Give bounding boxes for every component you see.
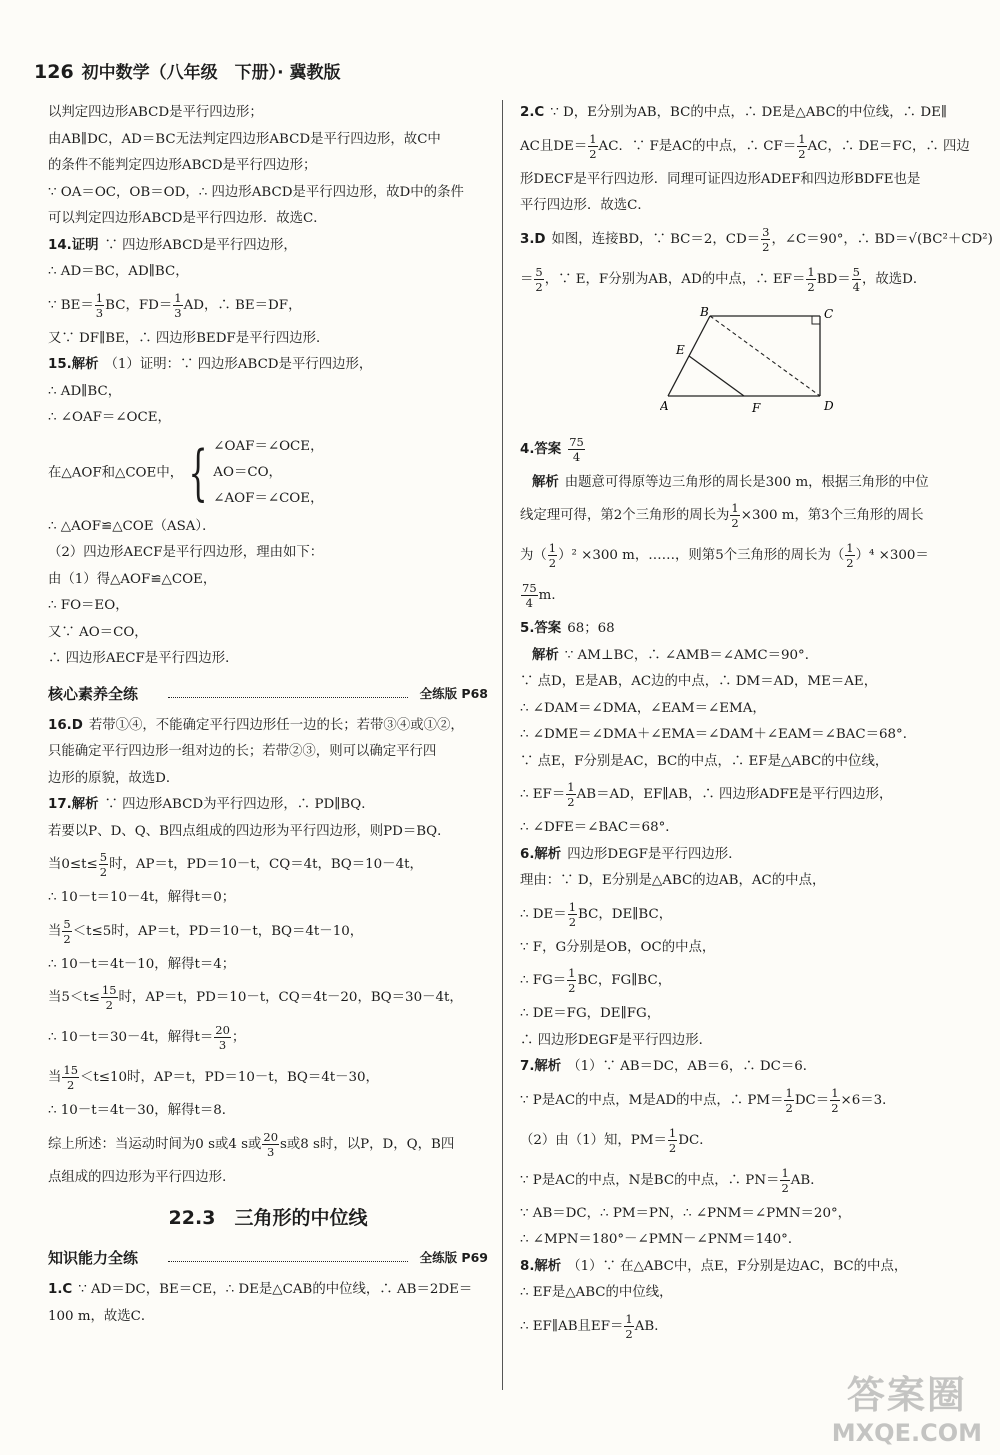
question-6 bbox=[520, 842, 960, 869]
numerator: 1 bbox=[846, 541, 854, 555]
text: 如图，连接BD，∵ BC＝2，CD＝ bbox=[551, 231, 761, 247]
system-row: ∠AOF＝∠COE， bbox=[213, 490, 324, 506]
denominator: 2 bbox=[625, 1326, 633, 1341]
text: m． bbox=[538, 588, 565, 603]
denominator: 2 bbox=[67, 1078, 75, 1092]
left-column bbox=[48, 100, 488, 1330]
numerator: 1 bbox=[798, 131, 806, 146]
question-label: 15.解析 bbox=[48, 357, 99, 372]
label-D: D bbox=[824, 398, 834, 413]
text-line: ∴ ∠MPN＝180°－∠PMN－∠PNM＝140°． bbox=[520, 1232, 802, 1247]
section-title: 核心素养全练 bbox=[48, 685, 142, 703]
text: AC，∴ DE＝FC，∴ 四边 bbox=[807, 138, 970, 154]
text-line bbox=[520, 775, 960, 815]
text-line bbox=[48, 978, 488, 1018]
text-line: ∵ AB＝DC，∴ PM＝PN，∴ ∠PNM＝∠PMN＝20°， bbox=[520, 1205, 852, 1221]
question-label: 2.C bbox=[520, 105, 545, 120]
numerator: 1 bbox=[625, 1311, 633, 1326]
column-divider bbox=[502, 100, 503, 1390]
text: 时，AP＝t，PD＝10－t，CQ＝4t，BQ＝10－4t， bbox=[109, 857, 423, 872]
text: ×6＝3． bbox=[840, 1092, 896, 1108]
denominator: 3 bbox=[267, 1144, 275, 1159]
text-line bbox=[520, 1307, 960, 1347]
numerator: 1 bbox=[589, 131, 597, 146]
text-line: ∴ ∠DFE＝∠BAC＝68°． bbox=[520, 820, 679, 835]
numerator: 1 bbox=[731, 501, 739, 515]
numerator: 1 bbox=[785, 1085, 793, 1100]
line-EF bbox=[689, 356, 744, 396]
denominator: 2 bbox=[63, 931, 71, 946]
page-number: 126 bbox=[34, 61, 74, 83]
text-line: ∴ 10－t＝10－4t，解得t＝0； bbox=[48, 890, 236, 905]
text: ∴ EF＝ bbox=[520, 787, 566, 802]
text: ，∵ E，F分别为AB，AD的中点，∴ EF＝ bbox=[544, 271, 806, 287]
fraction bbox=[214, 1023, 231, 1052]
text: AC．∵ F是AC的中点，∴ CF＝ bbox=[598, 138, 797, 154]
numerator: 75 bbox=[522, 581, 537, 595]
text: ∵ BE＝ bbox=[48, 297, 94, 313]
text-line: ∴ △AOF≌△COE（ASA）． bbox=[48, 518, 216, 534]
question-label: 14.证明 bbox=[48, 237, 99, 253]
text: 为（ bbox=[520, 548, 547, 563]
book-title: 初中数学（八年级 下册）· 冀教版 bbox=[81, 63, 341, 83]
text: 当 bbox=[48, 923, 62, 939]
text: ＜t≤10时，AP＝t，PD＝10－t，BQ＝4t－30， bbox=[80, 1070, 379, 1085]
fraction bbox=[806, 265, 815, 294]
text: ∵ 四边形ABCD是平行四边形， bbox=[104, 237, 297, 253]
denominator: 2 bbox=[807, 279, 815, 294]
fraction bbox=[761, 225, 770, 254]
text: ∵ AM⊥BC，∴ ∠AMB＝∠AMC＝90°． bbox=[564, 647, 819, 663]
text-line: ∴ AD∥BC， bbox=[48, 383, 122, 399]
text-line: ∴ EF是△ABC的中位线， bbox=[520, 1285, 673, 1300]
fraction bbox=[845, 541, 854, 570]
question-label: 7.解析 bbox=[520, 1059, 562, 1074]
numerator: 3 bbox=[762, 224, 770, 239]
text-line: ∴ ∠DME＝∠DMA＋∠EMA＝∠DAM＋∠EAM＝∠BAC＝68°． bbox=[520, 727, 917, 742]
text-line: ∴ FO＝EO， bbox=[48, 598, 129, 613]
text: ∴ EF∥AB且EF＝ bbox=[520, 1318, 624, 1334]
text-line: （2）四边形AECF是平行四边形，理由如下： bbox=[48, 545, 324, 560]
text: ∵ 四边形ABCD为平行四边形，∴ PD∥BQ． bbox=[104, 797, 375, 812]
text-line bbox=[48, 286, 488, 326]
text-line: 平行四边形．故选C． bbox=[520, 198, 651, 213]
numerator: 5 bbox=[99, 850, 108, 864]
denominator: 2 bbox=[99, 865, 108, 879]
fraction bbox=[99, 850, 108, 879]
text: AC且DE＝ bbox=[520, 138, 588, 154]
fraction bbox=[548, 541, 557, 570]
text: BD＝ bbox=[816, 271, 851, 287]
text-line bbox=[48, 845, 488, 885]
text-line: 形DECF是平行四边形．同理可证四边形ADEF和四边形BDFE也是 bbox=[520, 171, 921, 187]
text: AB． bbox=[634, 1318, 668, 1334]
fraction bbox=[830, 1086, 839, 1115]
fraction bbox=[624, 1312, 633, 1341]
numerator: 1 bbox=[831, 1085, 839, 1100]
fraction bbox=[62, 917, 71, 946]
numerator: 75 bbox=[569, 434, 584, 449]
text-line bbox=[520, 536, 960, 576]
text: ∵ P是AC的中点，N是BC的中点，∴ PN＝ bbox=[520, 1172, 780, 1188]
numerator: 5 bbox=[535, 264, 543, 279]
text: ∵ P是AC的中点，M是AD的中点，∴ PM＝ bbox=[520, 1092, 784, 1108]
page-header bbox=[34, 58, 341, 83]
text-line: 理由：∵ D，E分别是△ABC的边AB，AC的中点， bbox=[520, 873, 826, 888]
denominator: 2 bbox=[781, 1180, 789, 1195]
text-line bbox=[48, 1018, 488, 1058]
denominator: 2 bbox=[548, 556, 557, 570]
text: 四边形DEGF是平行四边形． bbox=[567, 846, 742, 862]
answer: 68；68 bbox=[567, 621, 615, 636]
fraction bbox=[521, 581, 538, 610]
fraction bbox=[668, 1126, 677, 1155]
question-label: 5.答案 bbox=[520, 621, 562, 636]
text-line: ∴ 10－t＝4t－10，解得t＝4； bbox=[48, 956, 236, 972]
numerator: 1 bbox=[668, 1125, 677, 1140]
numerator: 15 bbox=[101, 983, 117, 997]
fraction bbox=[566, 780, 575, 809]
text-line: ∵ 点D，E是AB，AC边的中点，∴ DM＝AD，ME＝AE， bbox=[520, 674, 878, 689]
text-line: ∴ ∠DAM＝∠DMA，∠EAM＝∠EMA， bbox=[520, 700, 766, 716]
fraction bbox=[568, 900, 577, 929]
question-17 bbox=[48, 792, 488, 819]
fraction bbox=[588, 132, 597, 161]
text-line: 点组成的四边形为平行四边形． bbox=[48, 1169, 236, 1185]
denominator: 2 bbox=[762, 239, 770, 254]
text: 在△AOF和△COE中， bbox=[48, 465, 184, 480]
text-line: 又∵ DF∥BE，∴ 四边形BEDF是平行四边形． bbox=[48, 330, 330, 346]
text-line bbox=[520, 895, 960, 935]
text-line bbox=[48, 1058, 488, 1098]
denominator: 2 bbox=[731, 516, 739, 530]
numerator: 1 bbox=[568, 966, 576, 980]
text: 当0≤t≤ bbox=[48, 857, 98, 872]
text: ）² ×300 m，……，则第5个三角形的周长为（ bbox=[558, 548, 845, 563]
text-line bbox=[48, 1125, 488, 1165]
fraction bbox=[797, 132, 806, 161]
denominator: 2 bbox=[798, 146, 806, 161]
denominator: 3 bbox=[218, 1038, 227, 1052]
text-line bbox=[520, 496, 960, 536]
text-line: 由AB∥DC，AD＝BC无法判定四边形ABCD是平行四边形，故C中 bbox=[48, 131, 441, 147]
right-angle-mark bbox=[812, 316, 820, 324]
fraction bbox=[780, 1166, 789, 1195]
question-label: 6.解析 bbox=[520, 846, 562, 862]
denominator: 4 bbox=[525, 596, 533, 610]
solution-label: 解析 bbox=[532, 474, 559, 490]
denominator: 2 bbox=[567, 795, 575, 809]
numerator: 1 bbox=[174, 290, 182, 305]
question-4 bbox=[520, 430, 960, 470]
text-line: 边形的原貌，故选D． bbox=[48, 770, 180, 786]
text-line bbox=[520, 470, 960, 497]
text-line: 的条件不能判定四边形ABCD是平行四边形； bbox=[48, 158, 317, 173]
question-15 bbox=[48, 352, 488, 379]
dotted-leader bbox=[168, 697, 408, 698]
right-column bbox=[520, 100, 993, 1347]
fraction bbox=[534, 265, 543, 294]
text: 当 bbox=[48, 1070, 62, 1085]
denominator: 4 bbox=[852, 279, 860, 294]
text: ∴ DE＝ bbox=[520, 906, 567, 922]
label-A: A bbox=[660, 398, 669, 413]
question-2 bbox=[520, 100, 960, 127]
question-8 bbox=[520, 1254, 960, 1281]
text: BC，DE∥BC， bbox=[578, 906, 673, 922]
text: （1）∵ 在△ABC中，点E，F分别是边AC，BC的中点， bbox=[567, 1258, 908, 1274]
numerator: 1 bbox=[807, 264, 815, 279]
fraction bbox=[173, 291, 182, 320]
text-line: ∴ 10－t＝4t－30，解得t＝8． bbox=[48, 1103, 236, 1118]
text-line: 可以判定四边形ABCD是平行四边形．故选C． bbox=[48, 211, 327, 226]
fraction bbox=[62, 1063, 79, 1092]
question-14 bbox=[48, 233, 488, 260]
section-header bbox=[48, 679, 488, 709]
denominator: 3 bbox=[174, 305, 182, 320]
watermark bbox=[832, 1364, 982, 1447]
text: 时，AP＝t，PD＝10－t，CQ＝4t－20，BQ＝30－4t， bbox=[118, 990, 463, 1005]
fraction bbox=[101, 983, 118, 1012]
denominator: 2 bbox=[105, 998, 113, 1012]
question-label: 16.D bbox=[48, 717, 83, 733]
chapter-name: 三角形的中位线 bbox=[234, 1207, 368, 1229]
chapter-title bbox=[48, 1199, 488, 1237]
denominator: 2 bbox=[535, 279, 543, 294]
denominator: 2 bbox=[589, 146, 597, 161]
numerator: 1 bbox=[567, 780, 575, 794]
text-line bbox=[520, 1081, 960, 1121]
numerator: 1 bbox=[568, 899, 577, 914]
text-line bbox=[520, 127, 970, 167]
question-16 bbox=[48, 713, 488, 740]
dotted-leader bbox=[168, 1261, 408, 1262]
section-ref: 全练版 P68 bbox=[416, 679, 488, 709]
chapter-number: 22.3 bbox=[168, 1207, 216, 1229]
text: ＝ bbox=[520, 271, 534, 287]
system-row: ∠OAF＝∠OCE， bbox=[213, 438, 324, 454]
denominator: 2 bbox=[668, 1140, 677, 1155]
denominator: 2 bbox=[846, 556, 854, 570]
denominator: 2 bbox=[785, 1100, 793, 1115]
text-line: 以判定四边形ABCD是平行四边形； bbox=[48, 105, 263, 120]
text: ； bbox=[231, 1030, 246, 1045]
text-line: 若要以P、D、Q、B四点组成的四边形为平行四边形，则PD＝BQ． bbox=[48, 823, 451, 839]
numerator: 1 bbox=[548, 541, 557, 555]
trapezoid-figure bbox=[660, 306, 860, 426]
solution-label: 解析 bbox=[532, 647, 559, 663]
question-1 bbox=[48, 1277, 488, 1304]
numerator: 5 bbox=[852, 264, 860, 279]
text-line: ∴ 四边形AECF是平行四边形． bbox=[48, 651, 239, 666]
fraction bbox=[730, 501, 739, 530]
text: BC，FD＝ bbox=[105, 297, 173, 313]
text: 综上所述：当运动时间为0 s或4 s或 bbox=[48, 1136, 262, 1152]
text: BC，FG∥BC， bbox=[577, 973, 672, 988]
text-line: ∴ AD＝BC，AD∥BC， bbox=[48, 264, 189, 279]
text: ，故选D． bbox=[861, 271, 927, 287]
text: ∴ FG＝ bbox=[520, 973, 567, 988]
text-line: ∴ 四边形DEGF是平行四边形． bbox=[520, 1032, 713, 1048]
text: 若带①④，不能确定平行四边形任一边的长；若带③④或①②， bbox=[88, 717, 464, 733]
question-label: 3.D bbox=[520, 231, 546, 247]
watermark-url: MXQE.COM bbox=[831, 1419, 982, 1447]
question-5 bbox=[520, 616, 960, 643]
label-E: E bbox=[676, 342, 685, 357]
text-line bbox=[48, 912, 488, 952]
fraction bbox=[262, 1130, 279, 1159]
text-line: ∵ OA＝OC，OB＝OD，∴ 四边形ABCD是平行四边形，故D中的条件 bbox=[48, 184, 464, 200]
numerator: 15 bbox=[63, 1063, 79, 1077]
text-line: 只能确定平行四边形一组对边的长；若带②③，则可以确定平行四 bbox=[48, 744, 437, 759]
question-label: 17.解析 bbox=[48, 797, 99, 812]
text: （1）证明：∵ 四边形ABCD是平行四边形， bbox=[104, 357, 373, 372]
fraction bbox=[568, 435, 585, 464]
label-F: F bbox=[752, 400, 761, 415]
text-line: 由（1）得△AOF≌△COE， bbox=[48, 571, 217, 587]
denominator: 3 bbox=[95, 305, 104, 320]
numerator: 1 bbox=[781, 1165, 789, 1180]
denominator: 2 bbox=[568, 914, 577, 929]
text: ×300 m，第3个三角形的周长 bbox=[740, 508, 924, 523]
numerator: 1 bbox=[95, 290, 104, 305]
text-line: ∵ 点E，F分别是AC，BC的中点，∴ EF是△ABC的中位线， bbox=[520, 753, 889, 769]
section-ref: 全练版 P69 bbox=[416, 1243, 488, 1273]
brace: { bbox=[188, 437, 208, 508]
text: （1）∵ AB＝DC，AB＝6，∴ DC＝6． bbox=[567, 1059, 817, 1074]
question-3 bbox=[520, 220, 993, 260]
watermark-text: 答案圈 bbox=[846, 1373, 967, 1417]
text-line: ∴ DE＝FG，DE∥FG， bbox=[520, 1006, 661, 1021]
denominator: 2 bbox=[568, 981, 576, 995]
numerator: 20 bbox=[215, 1023, 230, 1037]
numerator: 5 bbox=[63, 916, 71, 931]
text: DC． bbox=[678, 1132, 713, 1148]
text-line: 100 m，故选C． bbox=[48, 1308, 155, 1324]
system-row: AO＝CO， bbox=[213, 464, 282, 480]
text: AD，∴ BE＝DF， bbox=[183, 297, 302, 313]
text-line bbox=[520, 260, 960, 300]
section-header bbox=[48, 1243, 488, 1273]
fraction bbox=[852, 265, 861, 294]
text: AB． bbox=[790, 1172, 824, 1188]
text: DC＝ bbox=[794, 1092, 830, 1108]
text-line bbox=[520, 643, 960, 670]
text: ，∠C＝90°，∴ BD＝√(BC²＋CD²) bbox=[771, 231, 993, 247]
question-label: 4.答案 bbox=[520, 441, 562, 457]
text-line: ∴ ∠OAF＝∠OCE， bbox=[48, 410, 171, 425]
text-line bbox=[520, 961, 960, 1001]
text-line bbox=[520, 1121, 960, 1161]
text-line bbox=[520, 1161, 960, 1201]
text-line bbox=[520, 576, 960, 616]
question-label: 8.解析 bbox=[520, 1258, 562, 1274]
brace-system bbox=[183, 434, 323, 512]
text: 当5＜t≤ bbox=[48, 990, 100, 1005]
text: （2）由（1）知，PM＝ bbox=[520, 1132, 667, 1148]
text: ）⁴ ×300＝ bbox=[855, 548, 929, 563]
text-line: 又∵ AO＝CO， bbox=[48, 624, 148, 640]
fraction bbox=[567, 966, 576, 995]
text: ∵ D，E分别为AB，BC的中点，∴ DE是△ABC的中位线，∴ DE∥ bbox=[550, 105, 948, 120]
numerator: 20 bbox=[263, 1129, 279, 1144]
section-title: 知识能力全练 bbox=[48, 1249, 142, 1267]
question-label: 1.C bbox=[48, 1282, 73, 1297]
equation-system bbox=[48, 434, 488, 512]
text: ∴ 10－t＝30－4t，解得t＝ bbox=[48, 1030, 214, 1045]
text: ＜t≤5时，AP＝t，PD＝10－t，BQ＝4t－10， bbox=[72, 923, 364, 939]
text: AB＝AD，EF∥AB，∴ 四边形ADFE是平行四边形， bbox=[576, 787, 893, 802]
fraction bbox=[95, 291, 104, 320]
denominator: 4 bbox=[572, 449, 581, 464]
text: s或8 s时，以P，D，Q，B四 bbox=[280, 1136, 455, 1152]
text: ∵ AD＝DC，BE＝CE，∴ DE是△CAB的中位线，∴ AB＝2DE＝ bbox=[78, 1282, 473, 1297]
text: 线定理可得，第2个三角形的周长为 bbox=[520, 508, 730, 523]
fraction bbox=[784, 1086, 793, 1115]
text: 由题意可得原等边三角形的周长是300 m，根据三角形的中位 bbox=[564, 474, 929, 490]
text-line: ∵ F，G分别是OB，OC的中点， bbox=[520, 939, 716, 955]
denominator: 2 bbox=[831, 1100, 839, 1115]
label-C: C bbox=[824, 306, 834, 321]
question-7 bbox=[520, 1054, 960, 1081]
label-B: B bbox=[700, 305, 709, 319]
